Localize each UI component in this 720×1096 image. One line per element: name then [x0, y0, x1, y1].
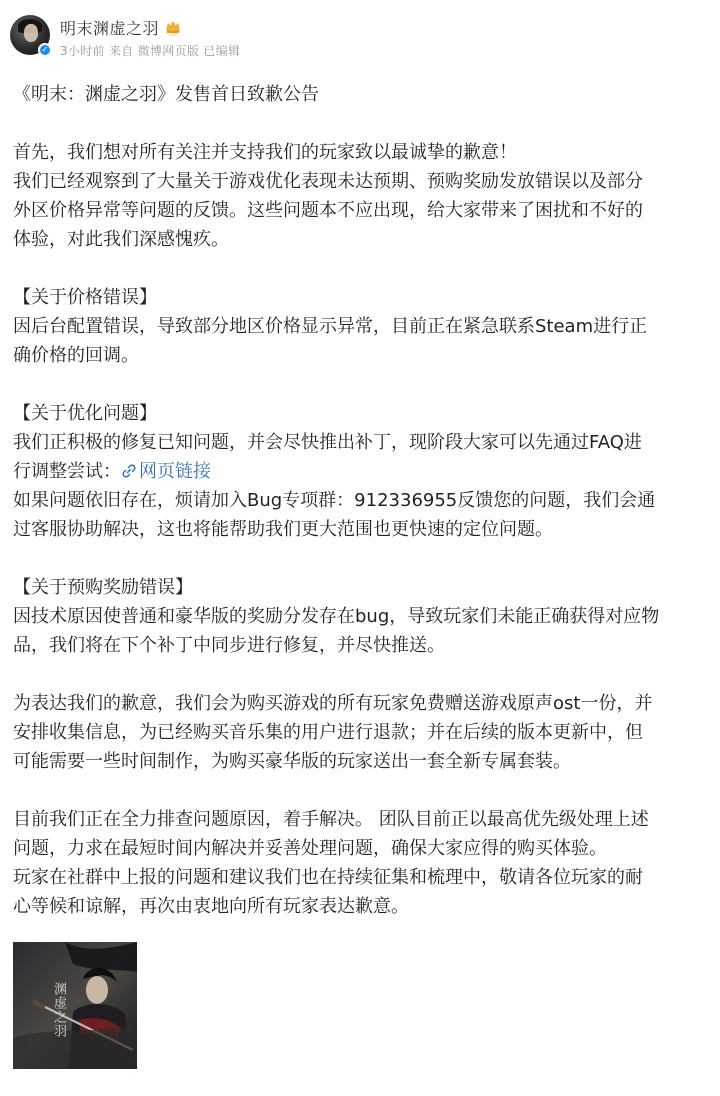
post-header	[10, 14, 240, 60]
text-line	[13, 457, 713, 486]
link-icon	[121, 463, 137, 479]
text-line: 因技术原因使普通和豪华版的奖励分发存在bug，导致玩家们未能正确获得对应物	[13, 606, 660, 627]
section-heading-optimization: 【关于优化问题】	[13, 403, 157, 424]
text-fragment: 行调整尝试：	[13, 461, 121, 482]
text-line: 安排收集信息，为已经购买音乐集的用户进行退款；并在后续的版本更新中，但	[13, 722, 643, 743]
text-line: 可能需要一些时间制作，为购买豪华版的玩家送出一套全新专属套装。	[13, 751, 571, 772]
text-line: 我们正积极的修复已知问题，并会尽快推出补丁，现阶段大家可以先通过FAQ进	[13, 432, 642, 453]
text-line: 外区价格异常等问题的反馈。这些问题本不应出现，给大家带来了困扰和不好的	[13, 200, 643, 221]
post-body	[13, 80, 713, 921]
crown-icon[interactable]	[164, 20, 182, 36]
text-line: 首先，我们想对所有关注并支持我们的玩家致以最诚挚的歉意！	[13, 142, 517, 163]
text-line: 因后台配置错误，导致部分地区价格显示异常，目前正在紧急联系Steam进行正	[13, 316, 648, 337]
game-artwork-image[interactable]	[13, 942, 137, 1069]
author-name[interactable]: 明末渊虚之羽	[60, 19, 160, 38]
text-line: 为表达我们的歉意，我们会为购买游戏的所有玩家免费赠送游戏原声ost一份，并	[13, 693, 653, 714]
text-line: 品，我们将在下个补丁中同步进行修复，并尽快推送。	[13, 635, 445, 656]
post-meta	[60, 16, 240, 59]
text-line: 如果问题依旧存在，烦请加入Bug专项群：912336955反馈您的问题，我们会通	[13, 490, 656, 511]
artwork-logo-text: 渊虚之羽	[51, 982, 66, 1038]
text-line: 过客服协助解决，这也将能帮助我们更大范围也更快速的定位问题。	[13, 519, 553, 540]
web-link[interactable]	[121, 461, 211, 482]
text-line: 目前我们正在全力排查问题原因，着手解决。 团队目前正以最高优先级处理上述	[13, 809, 649, 830]
avatar[interactable]	[10, 15, 54, 59]
section-heading-preorder: 【关于预购奖励错误】	[13, 577, 193, 598]
text-line: 问题，力求在最短时间内解决并妥善处理问题，确保大家应得的购买体验。	[13, 838, 607, 859]
text-line: 我们已经观察到了大量关于游戏优化表现未达预期、预购奖励发放错误以及部分	[13, 171, 643, 192]
section-heading-price: 【关于价格错误】	[13, 287, 157, 308]
text-line: 玩家在社群中上报的问题和建议我们也在持续征集和梳理中，敬请各位玩家的耐	[13, 867, 643, 888]
text-line: 确价格的回调。	[13, 345, 139, 366]
text-line: 心等候和谅解，再次由衷地向所有玩家表达歉意。	[13, 896, 409, 917]
web-link-label[interactable]: 网页链接	[139, 461, 211, 482]
verified-badge-icon: ✓	[38, 43, 52, 57]
post-title: 《明末：渊虚之羽》发售首日致歉公告	[13, 84, 319, 105]
text-line: 体验，对此我们深感愧疚。	[13, 229, 229, 250]
post-time-source: 3小时前 来自 微博网页版 已编辑	[60, 43, 241, 58]
